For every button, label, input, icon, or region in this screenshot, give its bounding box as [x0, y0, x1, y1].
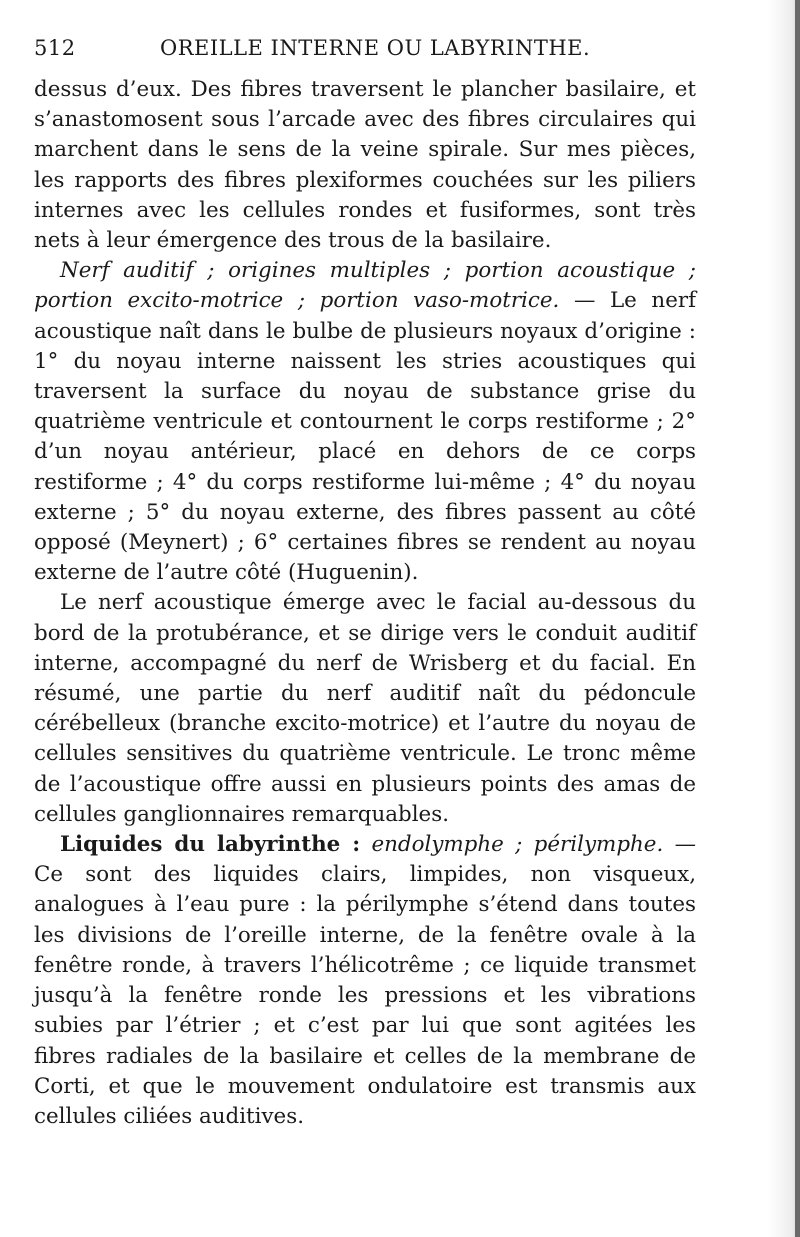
paragraph-1 [34, 75, 696, 256]
bleed-through-text [30, 1075, 730, 1225]
body-text [34, 75, 696, 1132]
paragraph-3 [34, 588, 696, 830]
paragraph-2 [34, 256, 696, 588]
section-subheading-lymphes: endolymphe ; périlymphe. [371, 832, 664, 858]
paragraph-4-text: — Ce sont des liquides clairs, limpides, non visqueux, analogues à l’eau pure : la périlymphe s’étend dans toutes les divisions de l’oreille interne, de la fenêtre ovale à la fenêtre ronde, à travers l’hélicotrême ; ce liquide transmet jusqu’à la fenêtre ronde les pressions et les vibrations subies par l’étrier ; et c’est par lui que sont agitées les fibres radiales de la basilaire et celles de la membrane de Corti, et que le mouvement ondulatoire est transmis aux cellules ciliées auditives. [34, 832, 696, 1129]
paragraph-2-text: — Le nerf acoustique naît dans le bulbe de plusieurs noyaux d’origine : 1° du noyau interne naissent les stries acoustiques qui traversent la surface du noyau de substance grise du quatrième ventricule et contournent le corps restiforme ; 2° d’un noyau antérieur, placé en dehors de ce corps restiforme ; 4° du corps restiforme lui-même ; 4° du noyau externe ; 5° du noyau externe, des fibres passent au côté opposé (Meynert) ; 6° certaines fibres se rendent au noyau externe de l’autre côté (Huguenin). [34, 288, 696, 586]
section-heading-liquides: Liquides du labyrinthe : [60, 832, 361, 858]
paragraph-1-text: dessus d’eux. Des fibres traversent le plancher basilaire, et s’anastomosent sous l’arcade avec des fibres circulaires qui marchent dans le sens de la veine spirale. Sur mes pièces, les rapports des fibres plexiformes couchées sur les piliers internes avec les cellules rondes et fusiformes, sont très nets à leur émergence des trous de la basilaire. [34, 77, 696, 254]
page-edge-shadow [795, 0, 800, 1237]
page-number: 512 [34, 36, 76, 60]
heading-spacer [360, 832, 371, 857]
running-title: OREILLE INTERNE OU LABYRINTHE. [160, 36, 591, 60]
paragraph-3-text: Le nerf acoustique émerge avec le facial au-dessous du bord de la protubérance, et se dirige vers le conduit auditif interne, accompagné du nerf de Wrisberg et du facial. En résumé, une partie du nerf auditif naît du pédoncule cérébelleux (branche excito-motrice) et l’autre du noyau de cellules sensitives du quatrième ventricule. Le tronc même de l’acoustique offre aussi en plusieurs points des amas de cellules ganglionnaires remarquables. [34, 590, 696, 827]
section-heading-nerf-auditif: Nerf auditif ; origines multiples ; portion acoustique ; portion excito-motrice ; portion vaso-motrice. [34, 258, 696, 314]
running-header [34, 36, 714, 64]
